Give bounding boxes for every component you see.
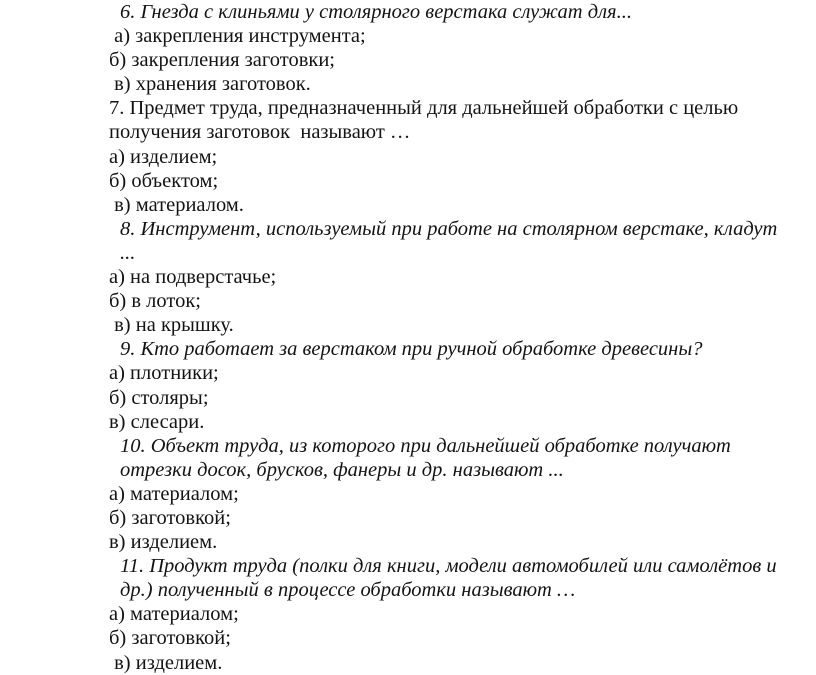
question-7-stem-cont: получения заготовок называют … <box>109 121 411 144</box>
question-9-option-2: в) слесари. <box>109 410 205 433</box>
question-11-option-1: б) заготовкой; <box>109 627 231 650</box>
question-9-option-0: а) плотники; <box>109 362 219 385</box>
question-9-option-1: б) столяры; <box>109 386 209 409</box>
question-7-option-2: в) материалом. <box>109 193 244 216</box>
question-10-option-2: в) изделием. <box>109 531 218 554</box>
question-8-stem-cont: ... <box>120 241 136 264</box>
question-7-stem: 7. Предмет труда, предназначенный для дальнейшей обработки с целью <box>109 97 739 120</box>
question-6-option-2: в) хранения заготовок. <box>109 73 311 96</box>
question-8-option-1: б) в лоток; <box>109 290 201 313</box>
question-10-option-1: б) заготовкой; <box>109 506 231 529</box>
question-11-stem-cont: др.) полученный в процессе обработки называют … <box>120 579 576 602</box>
question-6-option-0: а) закрепления инструмента; <box>109 25 366 48</box>
question-8-stem: 8. Инструмент, используемый при работе на столярном верстаке, кладут <box>120 217 778 240</box>
question-7-option-1: б) объектом; <box>109 169 219 192</box>
question-11-option-2: в) изделием. <box>109 651 223 674</box>
question-7-option-0: а) изделием; <box>109 145 218 168</box>
question-8-option-0: а) на подверстачье; <box>109 266 277 289</box>
question-8-option-2: в) на крышку. <box>109 314 234 337</box>
question-9-stem: 9. Кто работает за верстаком при ручной обработке древесины? <box>120 338 703 361</box>
question-10-option-0: а) материалом; <box>109 482 239 505</box>
question-10-stem-cont: отрезки досок, брусков, фанеры и др. называют ... <box>120 458 564 481</box>
question-11-stem: 11. Продукт труда (полки для книги, модели автомобилей или самолётов и <box>120 555 777 578</box>
question-11-option-0: а) материалом; <box>109 603 239 626</box>
question-6-stem: 6. Гнезда с клиньями у столярного верстака служат для... <box>120 1 632 23</box>
question-6-option-1: б) закрепления заготовки; <box>109 49 336 72</box>
question-10-stem: 10. Объект труда, из которого при дальнейшей обработке получают <box>120 434 731 457</box>
